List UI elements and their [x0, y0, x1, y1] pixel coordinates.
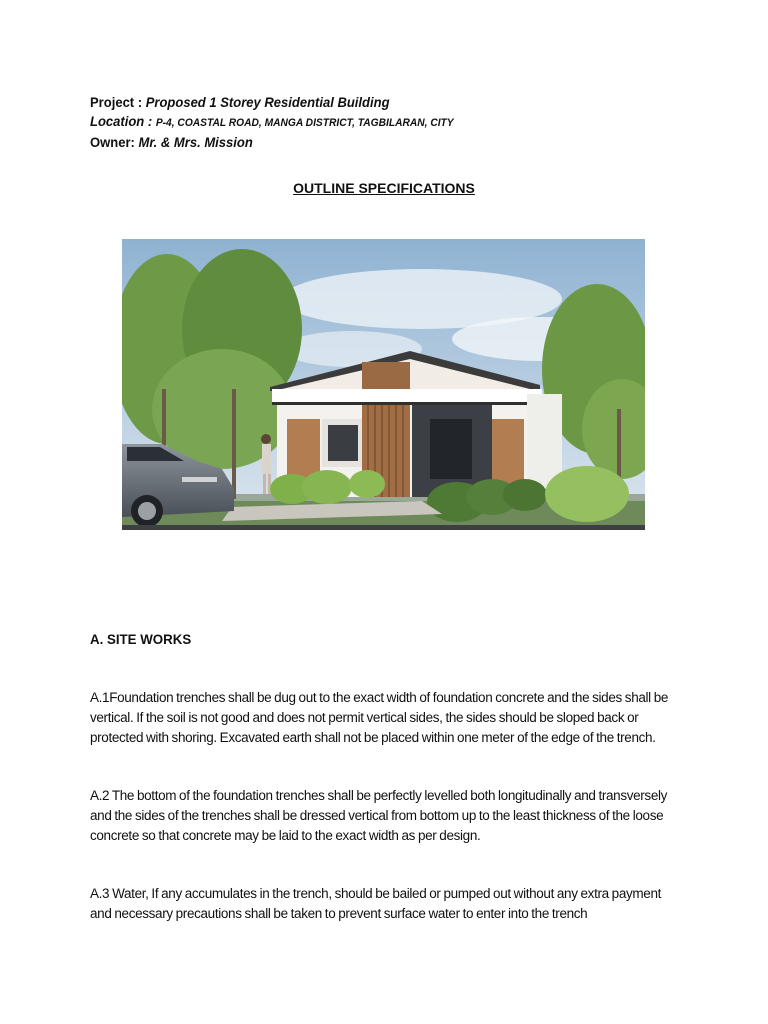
project-label: Project : — [90, 94, 146, 110]
project-value: Proposed 1 Storey Residential Building — [145, 94, 390, 110]
location-value: P-4, COASTAL ROAD, MANGA DISTRICT, TAGBILARAN, CITY — [155, 117, 454, 129]
project-line — [90, 93, 454, 112]
paragraph-a1: A.1Foundation trenches shall be dug out to the exact width of foundation concrete and the sides shall be vertical. If the soil is not good and does not permit vertical sides, the sides should be sloped back or protected with shoring. Excavated earth shall not be placed within one meter of the edge of the trench. — [90, 690, 669, 745]
owner-label: Owner: — [90, 134, 139, 150]
document-title: OUTLINE SPECIFICATIONS — [293, 180, 475, 196]
house-rendering-image — [122, 239, 645, 530]
location-label: Location : — [90, 113, 156, 129]
section-heading-site-works: A. SITE WORKS — [90, 631, 192, 647]
paragraph-a3: A.3 Water, If any accumulates in the trench, should be bailed or pumped out without any extra payment and necessary precautions shall be taken to prevent surface water to enter into the trench — [90, 886, 662, 921]
paragraph-a2: A.2 The bottom of the foundation trenches shall be perfectly levelled both longitudinally and transversely and the sides of the trenches shall be dressed vertical from bottom up to the least thickness of the loose concrete so that concrete may be laid to the exact width as per design. — [90, 788, 668, 843]
project-header — [90, 93, 481, 152]
location-line — [90, 112, 454, 133]
owner-value: Mr. & Mrs. Mission — [138, 134, 253, 150]
owner-line — [90, 133, 454, 152]
